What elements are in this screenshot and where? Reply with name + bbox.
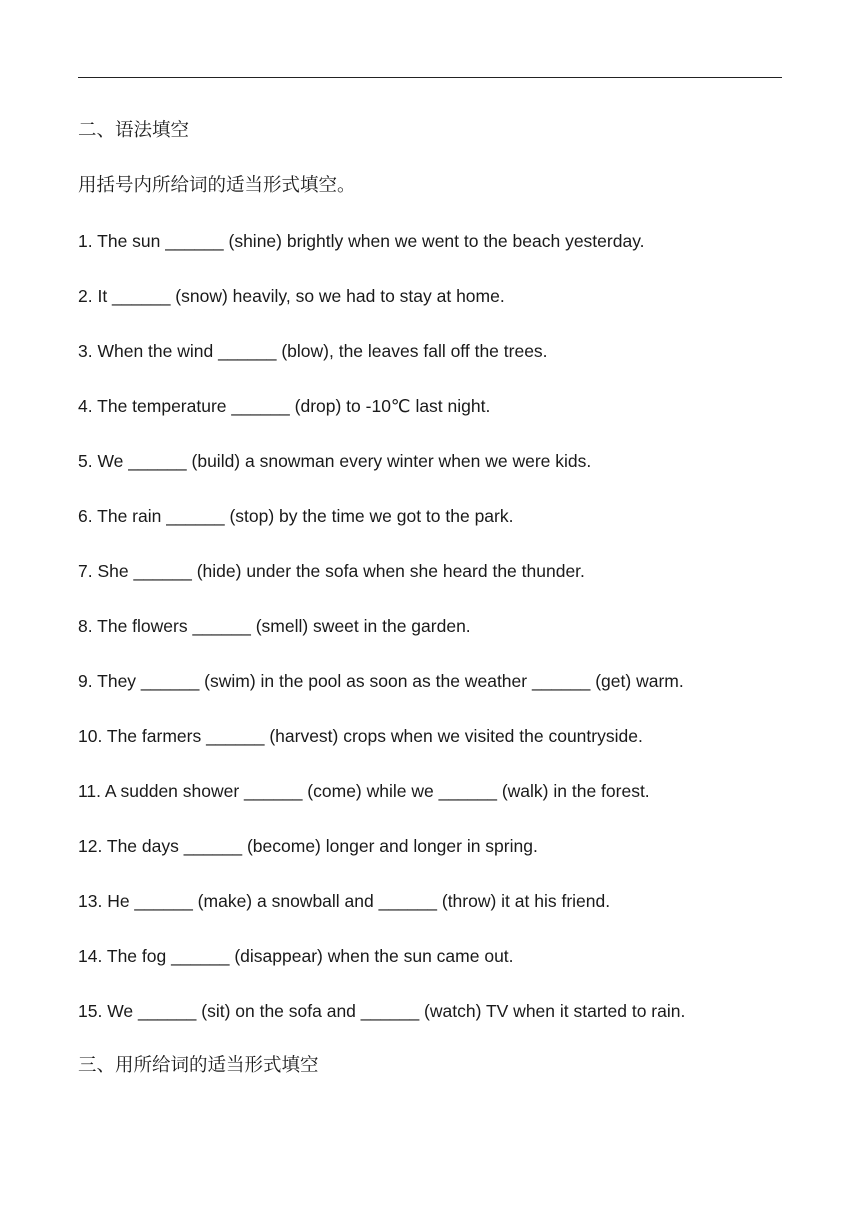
question-15: 15. We ______ (sit) on the sofa and ______ (watch) TV when it started to rain. bbox=[78, 1001, 686, 1021]
section-2-instruction: 用括号内所给词的适当形式填空。 bbox=[78, 175, 356, 196]
question-6: 6. The rain ______ (stop) by the time we got to the park. bbox=[78, 506, 514, 526]
header-rule bbox=[78, 77, 782, 78]
question-10: 10. The farmers ______ (harvest) crops when we visited the countryside. bbox=[78, 726, 643, 746]
question-14: 14. The fog ______ (disappear) when the sun came out. bbox=[78, 946, 514, 966]
question-3: 3. When the wind ______ (blow), the leaves fall off the trees. bbox=[78, 341, 548, 361]
question-11: 11. A sudden shower ______ (come) while we ______ (walk) in the forest. bbox=[78, 781, 650, 801]
question-4: 4. The temperature ______ (drop) to -10℃ last night. bbox=[78, 396, 491, 416]
question-5: 5. We ______ (build) a snowman every winter when we were kids. bbox=[78, 451, 592, 471]
question-12: 12. The days ______ (become) longer and longer in spring. bbox=[78, 836, 538, 856]
section-3-heading: 三、用所给词的适当形式填空 bbox=[78, 1055, 319, 1076]
question-7: 7. She ______ (hide) under the sofa when she heard the thunder. bbox=[78, 561, 585, 581]
section-2-heading: 二、语法填空 bbox=[78, 120, 190, 141]
question-2: 2. It ______ (snow) heavily, so we had to stay at home. bbox=[78, 286, 505, 306]
question-9: 9. They ______ (swim) in the pool as soon as the weather ______ (get) warm. bbox=[78, 671, 684, 691]
question-13: 13. He ______ (make) a snowball and ______ (throw) it at his friend. bbox=[78, 891, 611, 911]
question-8: 8. The flowers ______ (smell) sweet in the garden. bbox=[78, 616, 471, 636]
worksheet-content bbox=[78, 116, 782, 1106]
question-1: 1. The sun ______ (shine) brightly when we went to the beach yesterday. bbox=[78, 231, 645, 251]
